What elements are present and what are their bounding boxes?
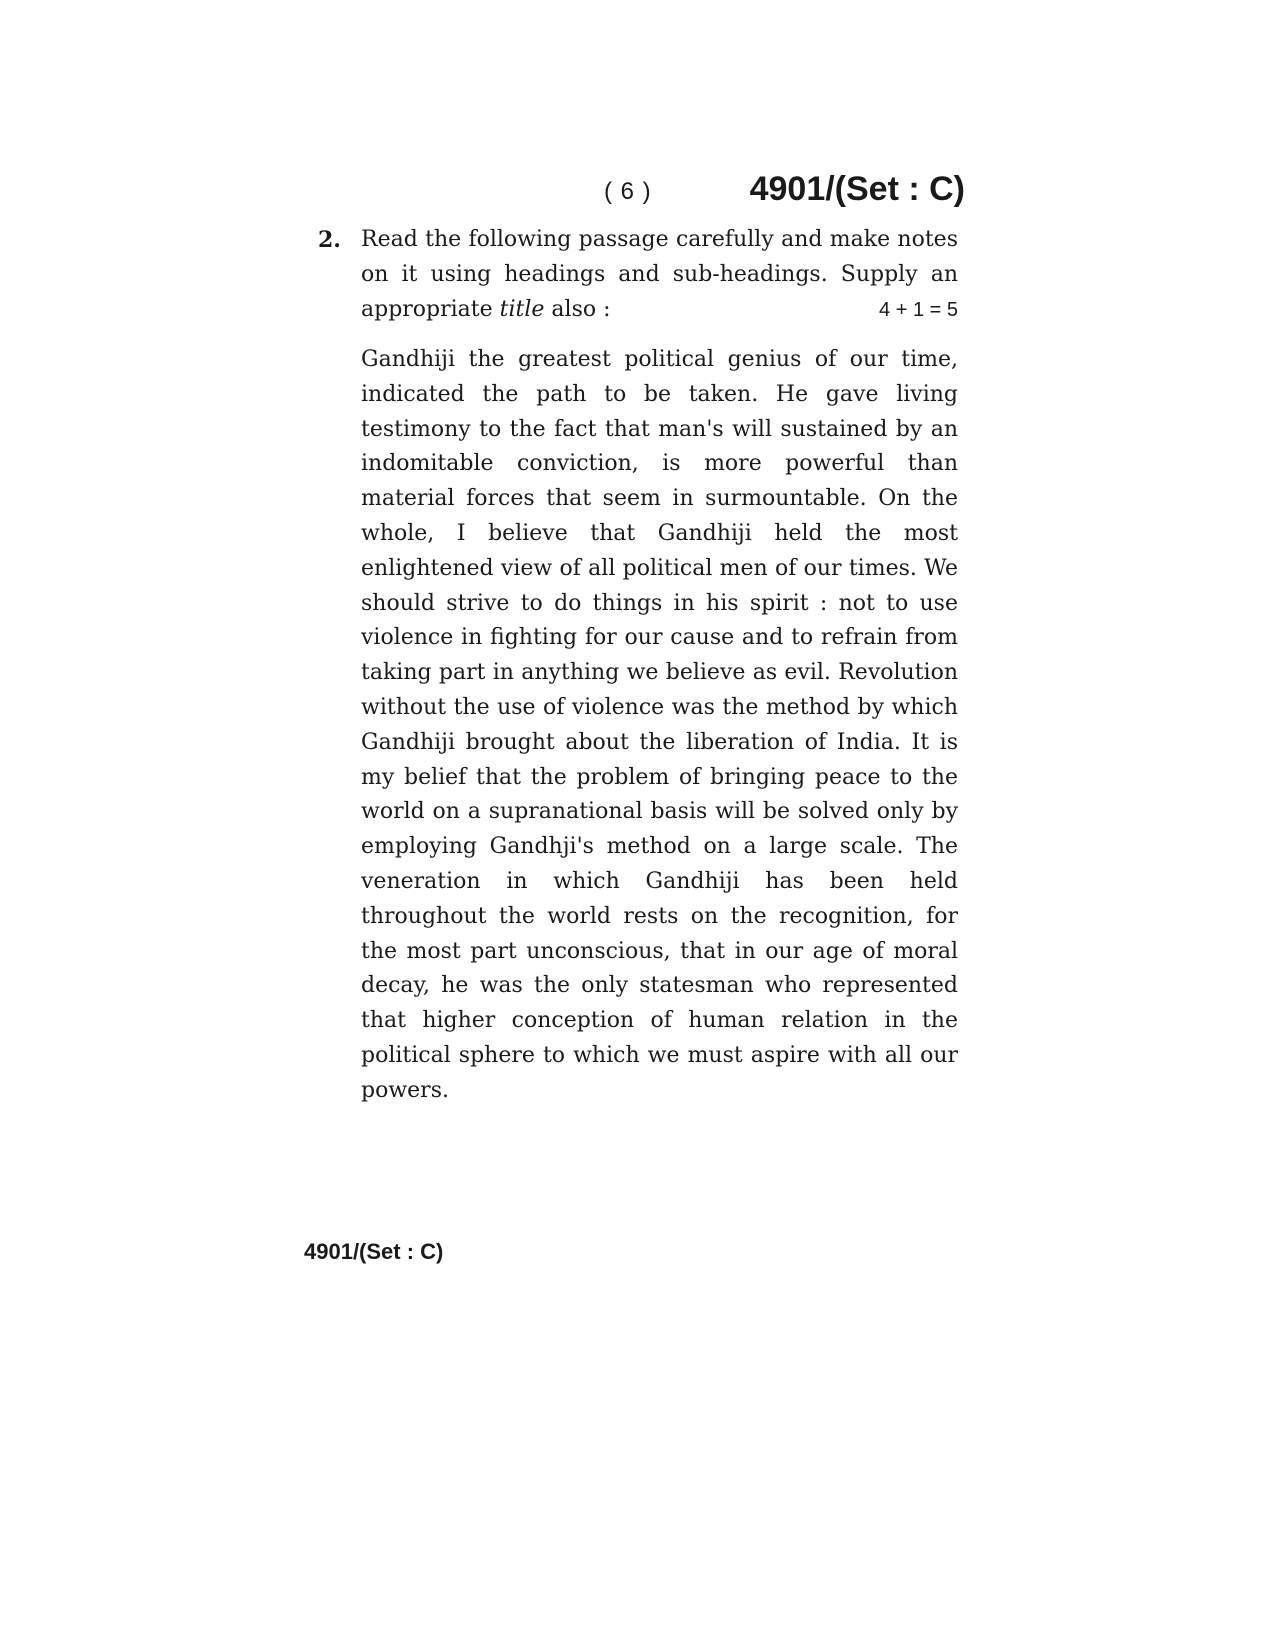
paper-code-header: 4901/(Set : C) (749, 170, 965, 208)
instruction-title-word: title (499, 296, 545, 322)
page-number: ( 6 ) (604, 178, 652, 205)
passage-text: Gandhiji the greatest political genius of our time, indicated the path to be taken. He gave living testimony to the fact that man's will sustained by an indomitable conviction, is more powerful than material forces that seem in surmountable. On the whole, I believe that Gandhiji held the most enlightened view of all political men of our times. We should strive to do things in his spirit : not to use violence in fighting for our cause and to refrain from taking part in anything we believe as evil. Revolution without the use of violence was the method by which Gandhiji brought about the liberation of India. It is my belief that the problem of bringing peace to the world on a supranational basis will be solved only by employing Gandhji's method on a large scale. The veneration in which Gandhiji has been held throughout the world rests on the recognition, for the most part unconscious, that in our age of moral decay, he was the only statesman who represented that higher conception of human relation in the political sphere to which we must aspire with all our powers. (361, 347, 958, 1103)
instruction-text-end: also : (544, 296, 611, 322)
paper-code-footer: 4901/(Set : C) (304, 1239, 444, 1264)
instruction-text: Read the following passage carefully and make notes on it using headings and sub-headings. Supply an appropriate (361, 227, 958, 322)
question-number: 2. (318, 227, 341, 253)
marks-allocation: 4 + 1 = 5 (879, 298, 958, 321)
question-instruction (361, 223, 958, 327)
